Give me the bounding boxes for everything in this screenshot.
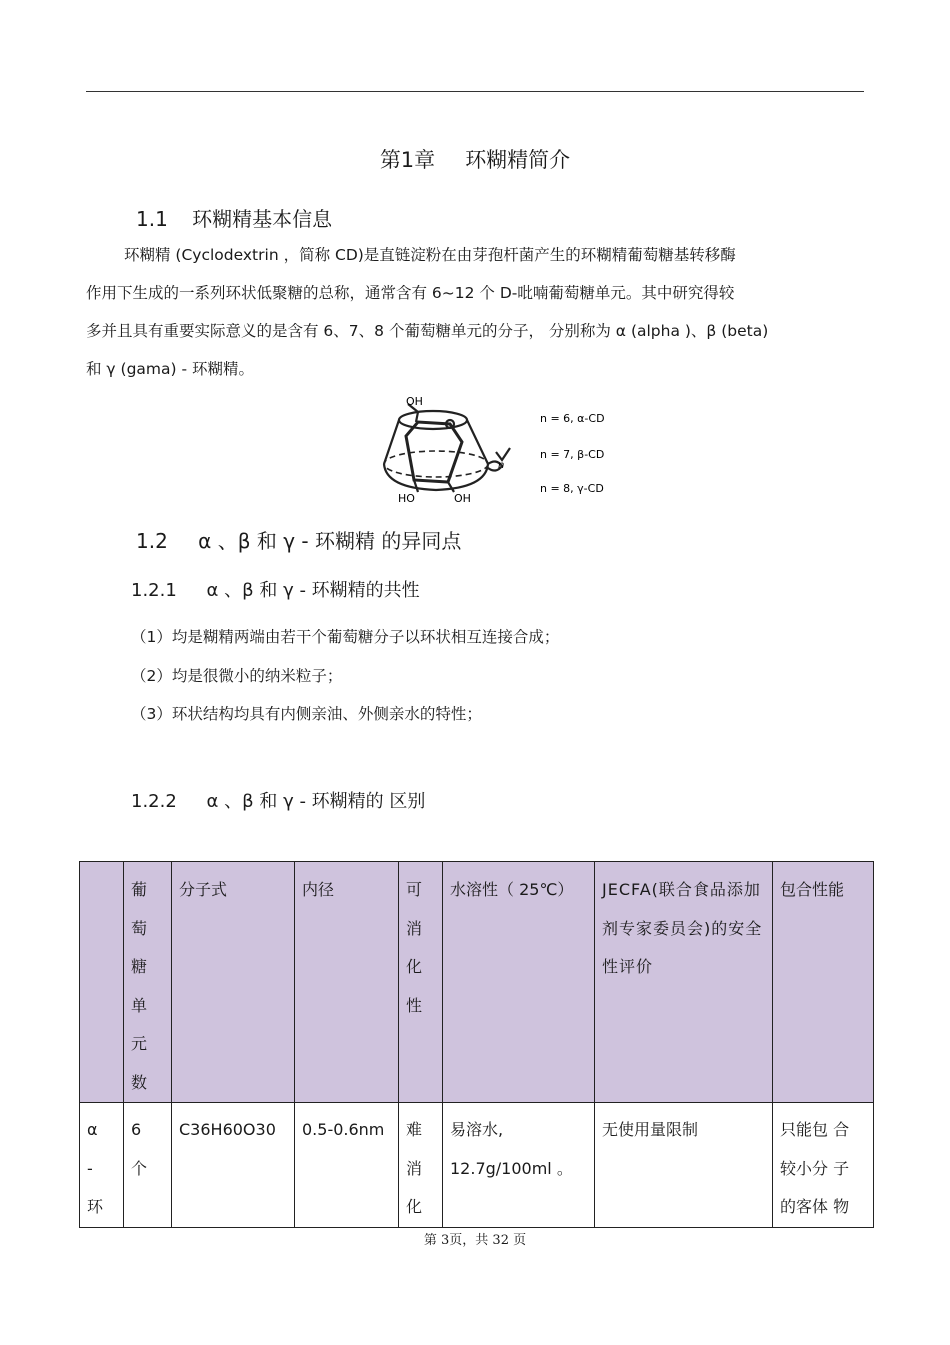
section-number: 1.2: [136, 529, 168, 553]
intro-line: 环糊精 (Cyclodextrin ，简称 CD)是直链淀粉在由芽孢杆菌产生的环糊精葡萄糖基转移酶: [124, 246, 736, 264]
oh-top-label: OH: [406, 395, 423, 408]
legend-gamma: n = 8, γ-CD: [540, 482, 604, 495]
page-footer: 第 3页，共 32 页: [423, 1233, 527, 1248]
intro-paragraph: [86, 236, 866, 388]
commonality-item: （3）环状结构均具有内侧亲油、外侧亲水的特性；: [131, 705, 482, 723]
table-row: [80, 1103, 874, 1228]
section-number: 1.2.1: [131, 580, 177, 601]
n-subscript-label: n: [498, 460, 505, 471]
section-heading-1-2-2: [131, 787, 425, 813]
header-cell: [124, 862, 172, 1103]
oh-bottom-label: OH: [454, 492, 471, 505]
cell-solubility-line: 12.7g/100ml 。: [450, 1158, 573, 1178]
section-title: α 、β 和 γ - 环糊精的共性: [206, 580, 420, 601]
cell-inclusion-line: 的客体 物: [780, 1197, 850, 1216]
cell-digestibility: 难消化: [406, 1120, 423, 1216]
commonality-item: （2）均是很微小的纳米粒子；: [131, 667, 343, 685]
header-rule: [86, 91, 864, 92]
cell-inclusion-line: 只能包 合: [780, 1120, 850, 1139]
header-cell: [399, 862, 443, 1103]
section-title: α 、β 和 γ - 环糊精 的异同点: [198, 529, 462, 553]
table-cell: [773, 1103, 874, 1228]
table-cell: [124, 1103, 172, 1228]
commonality-item: （1）均是糊精两端由若干个葡萄糖分子以环状相互连接合成；: [131, 628, 560, 646]
section-number: 1.1: [136, 207, 168, 231]
section-title: 环糊精基本信息: [192, 207, 333, 231]
section-heading-1-1: [136, 203, 332, 232]
ho-bottom-label: HO: [398, 492, 415, 505]
header-cell: [80, 862, 124, 1103]
legend-beta: n = 7, β-CD: [540, 448, 605, 461]
cyclodextrin-comparison-table: [79, 861, 874, 1228]
chapter-heading: [0, 144, 950, 174]
header-cell: 内径: [295, 862, 399, 1103]
table-cell: [80, 1103, 124, 1228]
intro-line: 和 γ (gama) - 环糊精。: [86, 360, 255, 378]
intro-line: 作用下生成的一系列环状低聚糖的总称，通常含有 6~12 个 D-吡喃葡萄糖单元。其中研究得较: [86, 284, 735, 302]
table-header-row: [80, 862, 874, 1103]
table-cell: 无使用量限制: [595, 1103, 773, 1228]
cell-solubility-line: 易溶水,: [450, 1120, 504, 1139]
header-digestibility: 可消化性: [406, 880, 423, 1015]
cell-inclusion-line: 较小分 子: [780, 1158, 850, 1178]
table-cell: C36H60O30: [172, 1103, 295, 1228]
cell-type: α - 环: [87, 1120, 104, 1216]
table-cell: [399, 1103, 443, 1228]
chapter-number: 第1章: [379, 148, 436, 172]
legend-alpha: n = 6, α-CD: [540, 412, 605, 425]
intro-line: 多并且具有重要实际意义的是含有 6、7、8 个葡萄糖单元的分子， 分别称为 α (alpha )、β (beta): [86, 322, 769, 340]
chapter-title: 环糊精简介: [465, 148, 571, 172]
header-cell: JECFA(联合食品添加剂专家委员会)的安全性评价: [595, 862, 773, 1103]
section-title: α 、β 和 γ - 环糊精的 区别: [206, 791, 426, 812]
section-number: 1.2.2: [131, 791, 177, 812]
table-cell: 0.5-0.6nm: [295, 1103, 399, 1228]
table-cell: [443, 1103, 595, 1228]
cyclodextrin-structure-figure: [378, 392, 628, 507]
cell-units: 6 个: [131, 1120, 148, 1178]
header-cell: 包合性能: [773, 862, 874, 1103]
header-cell: 水溶性（ 25℃）: [443, 862, 595, 1103]
header-glucose-units: 葡萄糖单元数: [131, 880, 148, 1092]
header-cell: 分子式: [172, 862, 295, 1103]
section-heading-1-2-1: [131, 576, 420, 602]
section-heading-1-2: [136, 525, 461, 554]
